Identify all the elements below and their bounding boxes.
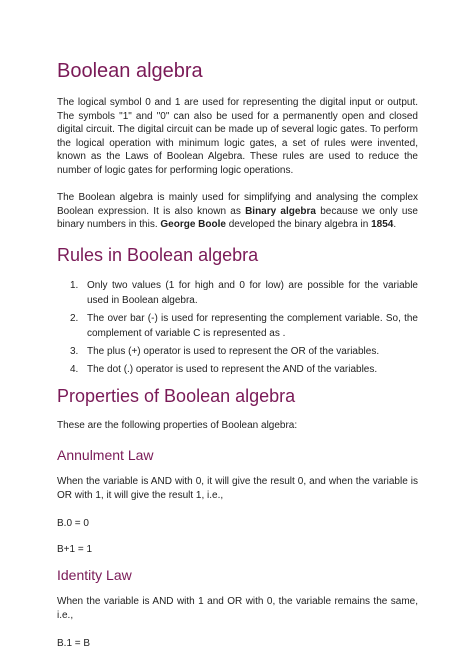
rules-list-item — [57, 278, 418, 308]
rule-text: The over bar (-) is used for representing the complement variable. So, the complement of variable C is represented as . — [87, 312, 418, 339]
intro-p2-text-1: The Boolean algebra is mainly used for simplifying and analysing the complex Boolean expression. It is also known as — [57, 192, 418, 217]
annulment-law-heading: Annulment Law — [57, 447, 154, 463]
george-boole-name: George Boole — [160, 219, 226, 230]
rule-text: Only two values (1 for high and 0 for low) are possible for the variable used in Boolean algebra. — [87, 279, 418, 306]
year-1854: 1854 — [371, 219, 394, 230]
intro-p2-text-2: because we only use binary numbers in this. — [57, 205, 418, 230]
properties-heading: Properties of Boolean algebra — [57, 385, 296, 406]
page-title: Boolean algebra — [57, 60, 203, 82]
annulment-equation-2: B+1 = 1 — [57, 543, 93, 555]
rules-list-item — [57, 362, 418, 377]
annulment-law-text: When the variable is AND with 0, it will give the result 0, and when the variable is OR with 1, it will give the result 1, i.e., — [57, 476, 418, 501]
rules-list — [57, 278, 418, 377]
rule-text: The plus (+) operator is used to represent the OR of the variables. — [87, 345, 380, 357]
intro-p2-text-3: developed the binary algebra in — [225, 219, 372, 230]
rule-number: 3. — [70, 345, 79, 357]
identity-equation-1: B.1 = B — [57, 638, 91, 649]
rule-number: 1. — [70, 279, 79, 291]
rules-list-item — [57, 311, 418, 341]
rules-heading: Rules in Boolean algebra — [57, 244, 259, 265]
binary-algebra-term: Binary algebra — [245, 205, 316, 217]
rules-list-item — [57, 344, 418, 359]
rule-text: The dot (.) operator is used to represent the AND of the variables. — [87, 363, 378, 375]
rule-number: 4. — [70, 363, 79, 375]
properties-intro: These are the following properties of Boolean algebra: — [57, 419, 298, 431]
identity-law-heading: Identity Law — [57, 567, 132, 583]
annulment-equation-1: B.0 = 0 — [57, 518, 89, 529]
intro-p2-text-4: . — [393, 219, 397, 230]
intro-paragraph-2 — [57, 191, 418, 232]
identity-law-text: When the variable is AND with 1 and OR with 0, the variable remains the same, i.e., — [57, 596, 418, 621]
rule-number: 2. — [70, 312, 79, 324]
document-page — [57, 55, 418, 651]
intro-paragraph-1: The logical symbol 0 and 1 are used for representing the digital input or output. The symbols "1" and "0" can also be used for a permanently open and closed digital circuit. The digital circuit can be made up of several logic gates. To perform the logical operation with minimum logic gates, a set of rules were invented, known as the Laws of Boolean Algebra. These rules are used to reduce the number of logic gates for performing logic operations. — [57, 97, 418, 176]
